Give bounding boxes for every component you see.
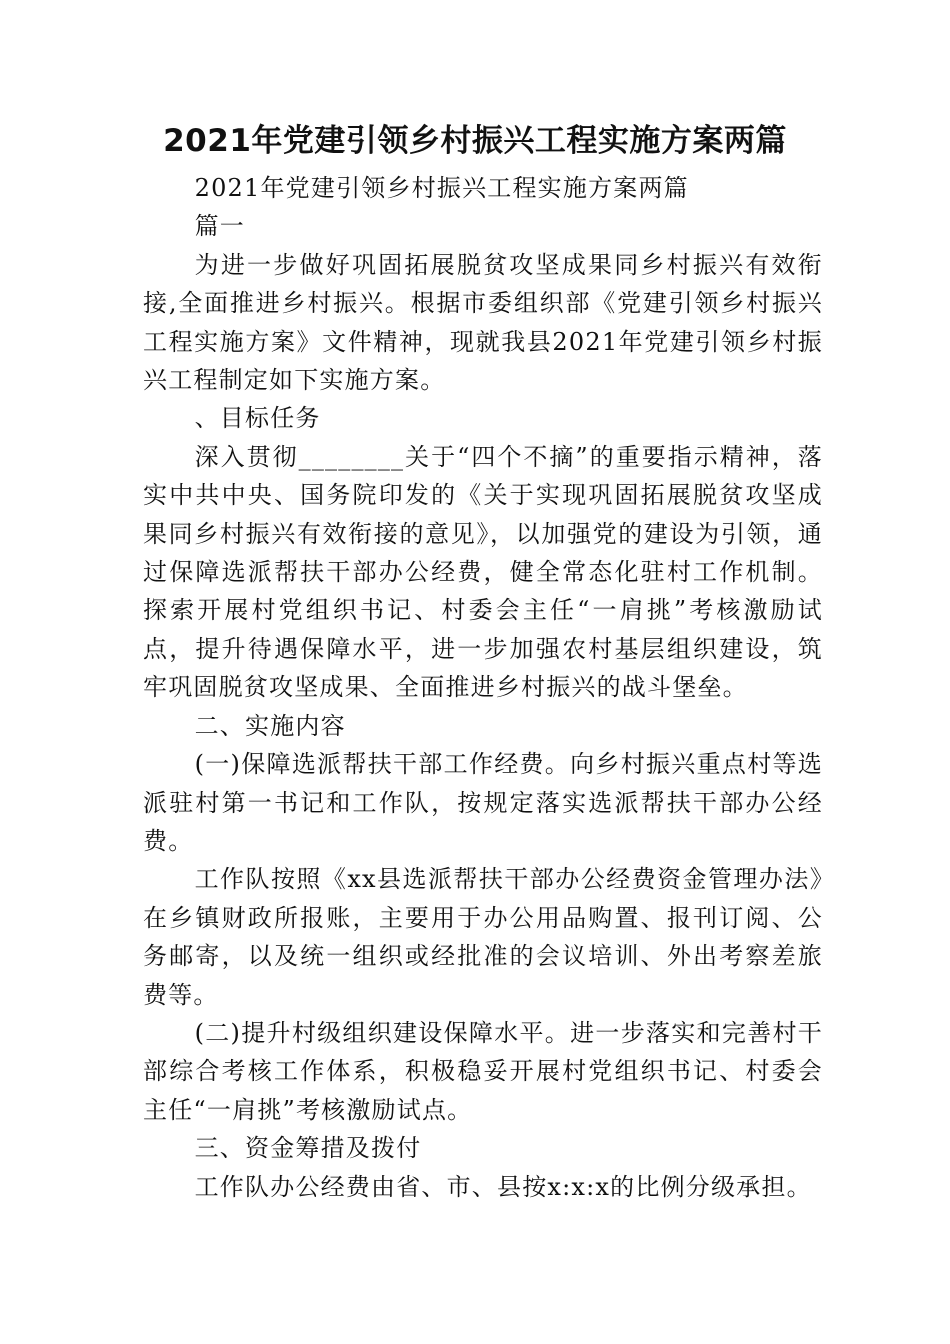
implementation-item-1: (一)保障选派帮扶干部工作经费。向乡村振兴重点村等选派驻村第一书记和工作队，按规定落实选派帮扶干部办公经费。 — [143, 750, 823, 855]
document-title: 2021年党建引领乡村振兴工程实施方案两篇 — [163, 123, 787, 159]
implementation-item-1-detail: 工作队按照《xx县选派帮扶干部办公经费资金管理办法》在乡镇财政所报账，主要用于办公用品购置、报刊订阅、公务邮寄，以及统一组织或经批准的会议培训、外出考察差旅费等。 — [143, 865, 823, 1009]
funding-paragraph: 工作队办公经费由省、市、县按x:x:x的比例分级承担。 — [194, 1172, 812, 1201]
heading-implementation: 二、实施内容 — [194, 711, 346, 740]
section-label-part-one: 篇一 — [194, 212, 245, 241]
subtitle-paragraph: 2021年党建引领乡村振兴工程实施方案两篇 — [194, 174, 689, 202]
heading-funding: 三、资金筹措及拨付 — [194, 1134, 422, 1163]
document-body — [143, 169, 823, 1206]
heading-goals: 、目标任务 — [194, 404, 321, 433]
implementation-item-2: (二)提升村级组织建设保障水平。进一步落实和完善村干部综合考核工作体系，积极稳妥开展村党组织书记、村委会主任“一肩挑”考核激励试点。 — [143, 1018, 823, 1124]
intro-paragraph: 为进一步做好巩固拓展脱贫攻坚成果同乡村振兴有效衔接,全面推进乡村振兴。根据市委组织部《党建引领乡村振兴工程实施方案》文件精神，现就我县2021年党建引领乡村振兴工程制定如下实施方案。 — [143, 250, 823, 395]
goals-paragraph: 深入贯彻________关于“四个不摘”的重要指示精神，落实中共中央、国务院印发的《关于实现巩固拓展脱贫攻坚成果同乡村振兴有效衔接的意见》，以加强党的建设为引领，通过保障选派帮扶干部办公经费，健全常态化驻村工作机制。探索开展村党组织书记、村委会主任“一肩挑”考核激励试点，提升待遇保障水平，进一步加强农村基层组织建设，筑牢巩固脱贫攻坚成果、全面推进乡村振兴的战斗堡垒。 — [143, 442, 823, 702]
